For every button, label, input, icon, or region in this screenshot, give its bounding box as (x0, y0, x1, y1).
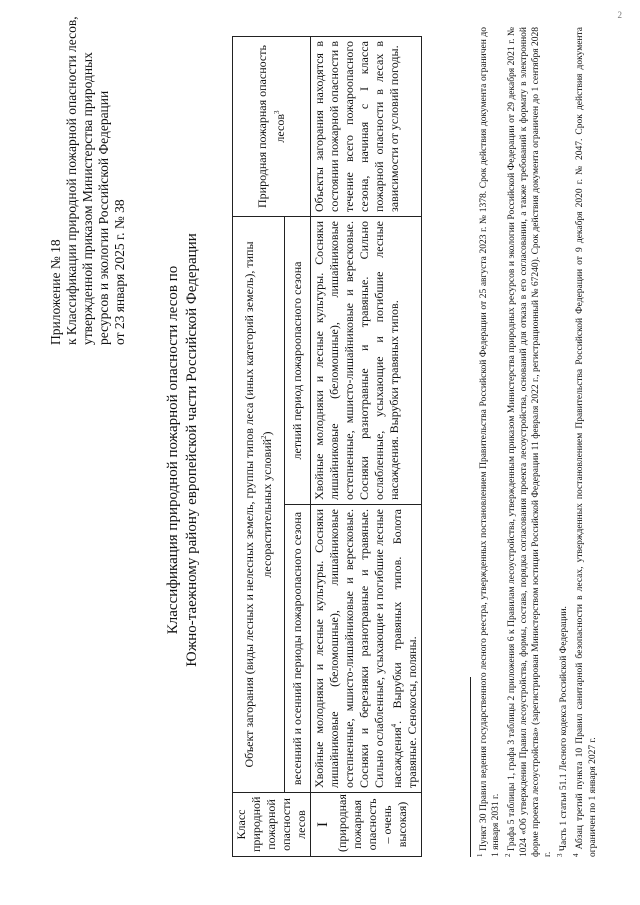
footnote-divider (470, 677, 471, 857)
footnote-ref: 3 (273, 110, 281, 114)
classification-table (232, 36, 422, 857)
summer-objects-cell: Хвойные молодняки и лесные культуры. Сосняки лишайниковые (беломошные), лишайниковые остепненные, мшисто-лишайниковые и вересковые. Сосняки разнотравные и травяные. Сильно ослабленные, усыхающие и погибшие лесные насаждения. Вырубки травяных типов. (311, 217, 422, 505)
appendix-ref-line: ресурсов и экологии Российской Федерации (96, 90, 111, 345)
footnote-text: Часть 1 статьи 51.1 Лесного кодекса Российской Федерации. (559, 606, 570, 852)
class-description: (природная пожарная опасность – очень высокая) (335, 794, 409, 852)
header-hazard-text: Природная пожарная опасность лесов (255, 45, 287, 208)
header-object-text: Объект загорания (виды лесных и нелесных земель, группы типов леса (иных категорий земель), типы лесорастительных условий (242, 241, 274, 768)
table-header-row (233, 37, 285, 857)
subheader-spring-autumn: весенний и осенний периоды пожароопасного сезона (285, 505, 311, 793)
table-row (311, 37, 422, 857)
footnotes (474, 27, 599, 857)
header-class-cell: Класс природной пожарной опасности лесов (233, 793, 311, 857)
appendix-header (48, 15, 128, 345)
hazard-description-cell: Объекты загорания находятся в состоянии пожарной опасности в течение всего пожароопасного сезона, начиная с I класса пожарной опасности в лесах в зависимости от условий погоды. (311, 37, 422, 217)
footnote-item: $^3$ Часть 1 статьи 51.1 Лесного кодекса Российской Федерации. (556, 606, 570, 857)
spring-autumn-text: Хвойные молодняки и лесные культуры. Сосняки лишайниковые (беломошные), лишайниковые остепненные, мшисто-лишайниковые и вересковые. Сосняки и березняки разнотравные и травяные. Сильно ослабленные, усыхающие и погибшие лесные насаждения (312, 509, 404, 788)
footnote-text: Графа 5 таблицы 1, графа 3 таблицы 2 приложения 6 к Правилам лесоустройства, утвержденным приказом Министерства природных ресурсов и экологии Российской Федерации от 29 декабря 2021 г. № 1024 «Об утверждении Правил лесоустройства, формы, состава, порядка согласования проекта лесоустройства, оснований для отказа в его согласовании, а также требований к формату в электронной форме проекта лесоустройства» (зарегистрирован Министерством юстиции Российской Федерации 11 февраля 2022 г., регистрационный № 67240). Срок действия документа ограничен до 1 сентября 2028 г. (507, 27, 554, 857)
page-number: 2 (617, 10, 622, 20)
spring-autumn-tail: . Вырубки травяных типов. Болота травяные. Сенокосы, поляны. (390, 509, 419, 788)
header-object-cell (233, 217, 285, 793)
footnote-text: Пункт 30 Правил ведения государственного лесного реестра, утвержденных постановлением Правительства Российской Федерации от 25 августа 2023 г. № 1378. Срок действия документа ограничен до 1 января 2031 г. (479, 27, 502, 857)
appendix-number: Приложение № 18 (48, 239, 63, 345)
document-title (164, 35, 202, 865)
footnote-item: $^4$ Абзац третий пункта 10 Правил санитарной безопасности в лесах, утвержденных постановлением Правительства Российской Федерации от 9 декабря 2020 г. № 2047. Срок действия документа ограничен по 1 января 2027 г. (572, 27, 598, 857)
footnote-text: Абзац третий пункта 10 Правил санитарной безопасности в лесах, утвержденных постановлением Правительства Российской Федерации от 9 декабря 2020 г. № 2047. Срок действия документа ограничен по 1 января 2027 г. (575, 27, 598, 857)
title-line: Классификация природной пожарной опасности лесов по (165, 265, 181, 635)
footnote-item: $^1$ Пункт 30 Правил ведения государственного лесного реестра, утвержденных постановлением Правительства Российской Федерации от 25 августа 2023 г. № 1378. Срок действия документа ограничен до 1 января 2031 г. (476, 27, 502, 857)
header-hazard-cell (233, 37, 311, 217)
appendix-ref-line: утвержденной приказом Министерства природных (80, 52, 95, 345)
appendix-date: от 23 января 2025 г. № 38 (112, 199, 127, 345)
footnote-item: $^2$ Графа 5 таблицы 1, графа 3 таблицы 2 приложения 6 к Правилам лесоустройства, утвержденным приказом Министерства природных ресурсов и экологии Российской Федерации от 29 декабря 2021 г. № 1024 «Об утверждении Правил лесоустройства, формы, состава, порядка согласования проекта лесоустройства, оснований для отказа в его согласовании, а также требований к формату в электронной форме проекта лесоустройства» (зарегистрирован Министерством юстиции Российской Федерации 11 февраля 2022 г., регистрационный № 67240). Срок действия документа ограничен до 1 сентября 2028 г. (504, 27, 554, 857)
class-cell (311, 793, 422, 857)
spring-autumn-objects-cell (311, 505, 422, 793)
subheader-summer: летний период пожароопасного сезона (285, 217, 311, 505)
footnote-ref: 2 (260, 435, 268, 439)
appendix-ref-line: к Классификации природной пожарной опасности лесов, (64, 16, 79, 345)
class-number: I (315, 822, 331, 827)
footnote-ref: 4 (390, 723, 398, 728)
header-object-tail: ) (260, 431, 274, 436)
title-line: Южно-таежному району европейской части Российской Федерации (184, 233, 200, 667)
